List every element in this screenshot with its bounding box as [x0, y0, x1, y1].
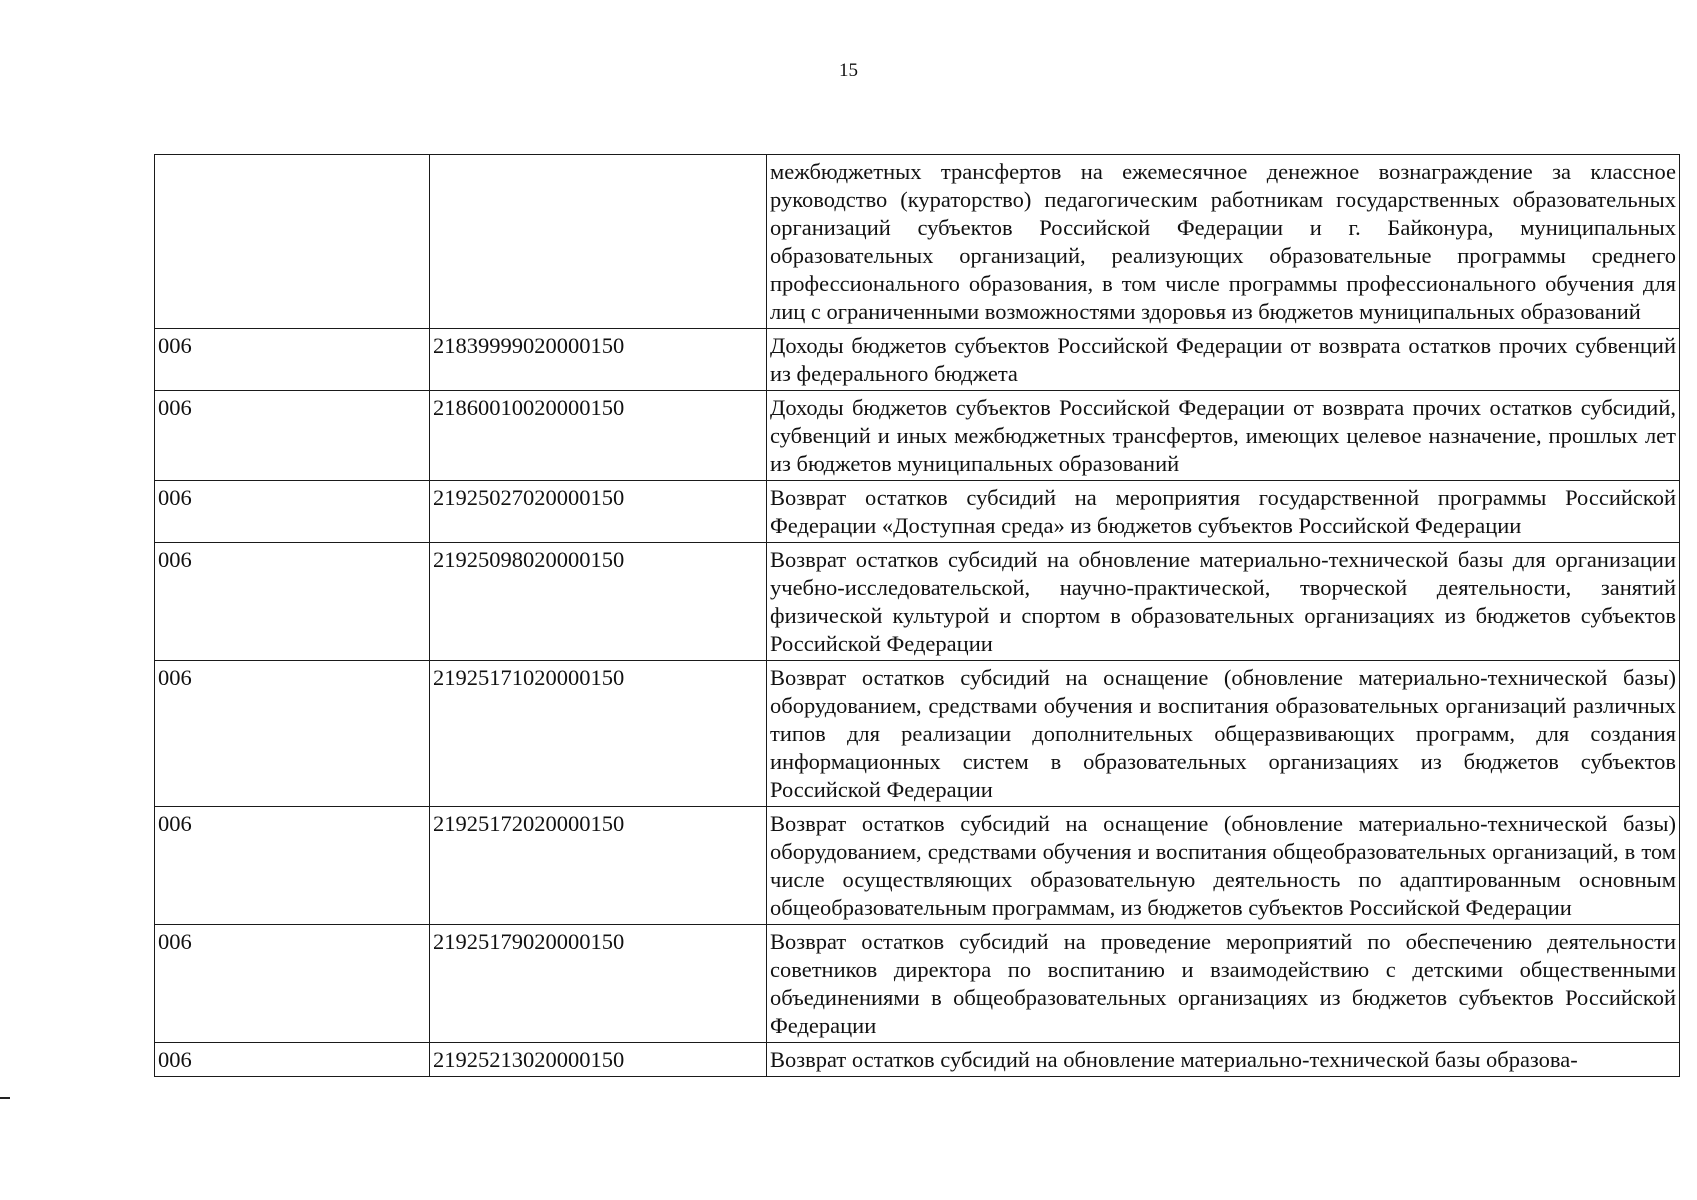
description-cell: Доходы бюджетов субъектов Российской Федерации от возврата остатков прочих субвенций из федерального бюджета — [767, 329, 1680, 391]
description-cell: Возврат остатков субсидий на оснащение (обновление материально-технической базы) оборудованием, средствами обучения и воспитания общеобразовательных организаций, в том числе осуществляющих образовательную деятельность по адаптированным основным общеобразовательным программам, из бюджетов субъектов Российской Федерации — [767, 807, 1680, 925]
description-cell: Возврат остатков субсидий на обновление материально-технической базы образова- — [767, 1043, 1680, 1077]
budget-code-cell: 21925098020000150 — [430, 543, 767, 661]
budget-code-cell: 21925179020000150 — [430, 925, 767, 1043]
description-cell: Возврат остатков субсидий на обновление материально-технической базы для организации учебно-исследовательской, научно-практической, творческой деятельности, занятий физической культурой и спортом в образовательных организациях из бюджетов субъектов Российской Федерации — [767, 543, 1680, 661]
table-row — [155, 481, 1680, 543]
admin-code-cell — [155, 155, 430, 329]
page-number: 15 — [839, 60, 858, 81]
admin-code-cell: 006 — [155, 807, 430, 925]
admin-code-cell: 006 — [155, 925, 430, 1043]
budget-codes-table — [154, 154, 1680, 1077]
description-cell: Возврат остатков субсидий на оснащение (обновление материально-технической базы) оборудованием, средствами обучения и воспитания образовательных организаций различных типов для реализации дополнительных общеразвивающих программ, для создания информационных систем в образовательных организациях из бюджетов субъектов Российской Федерации — [767, 661, 1680, 807]
table-row — [155, 329, 1680, 391]
margin-mark — [0, 1097, 10, 1099]
table-body — [155, 155, 1680, 1077]
admin-code-cell: 006 — [155, 661, 430, 807]
budget-code-cell: 21925213020000150 — [430, 1043, 767, 1077]
admin-code-cell: 006 — [155, 543, 430, 661]
description-cell: Доходы бюджетов субъектов Российской Федерации от возврата прочих остатков субсидий, субвенций и иных межбюджетных трансфертов, имеющих целевое назначение, прошлых лет из бюджетов муниципальных образований — [767, 391, 1680, 481]
description-cell: Возврат остатков субсидий на проведение мероприятий по обеспечению деятельности советников директора по воспитанию и взаимодействию с детскими общественными объединениями в общеобразовательных организациях из бюджетов субъектов Российской Федерации — [767, 925, 1680, 1043]
budget-code-cell: 21839999020000150 — [430, 329, 767, 391]
table-row — [155, 807, 1680, 925]
table-row — [155, 155, 1680, 329]
table-row — [155, 661, 1680, 807]
description-cell: межбюджетных трансфертов на ежемесячное денежное вознаграждение за классное руководство (кураторство) педагогическим работникам государственных образовательных организаций субъектов Российской Федерации и г. Байконура, муниципальных образовательных организаций, реализующих образовательные программы среднего профессионального образования, в том числе программы профессионального обучения для лиц с ограниченными возможностями здоровья из бюджетов муниципальных образований — [767, 155, 1680, 329]
admin-code-cell: 006 — [155, 1043, 430, 1077]
table-row — [155, 391, 1680, 481]
table-row — [155, 1043, 1680, 1077]
admin-code-cell: 006 — [155, 481, 430, 543]
budget-code-cell: 21925171020000150 — [430, 661, 767, 807]
table-row — [155, 543, 1680, 661]
budget-code-cell: 21925027020000150 — [430, 481, 767, 543]
description-cell: Возврат остатков субсидий на мероприятия государственной программы Российской Федерации «Доступная среда» из бюджетов субъектов Российской Федерации — [767, 481, 1680, 543]
admin-code-cell: 006 — [155, 391, 430, 481]
budget-code-cell: 21860010020000150 — [430, 391, 767, 481]
admin-code-cell: 006 — [155, 329, 430, 391]
budget-code-cell — [430, 155, 767, 329]
budget-code-cell: 21925172020000150 — [430, 807, 767, 925]
table-row — [155, 925, 1680, 1043]
